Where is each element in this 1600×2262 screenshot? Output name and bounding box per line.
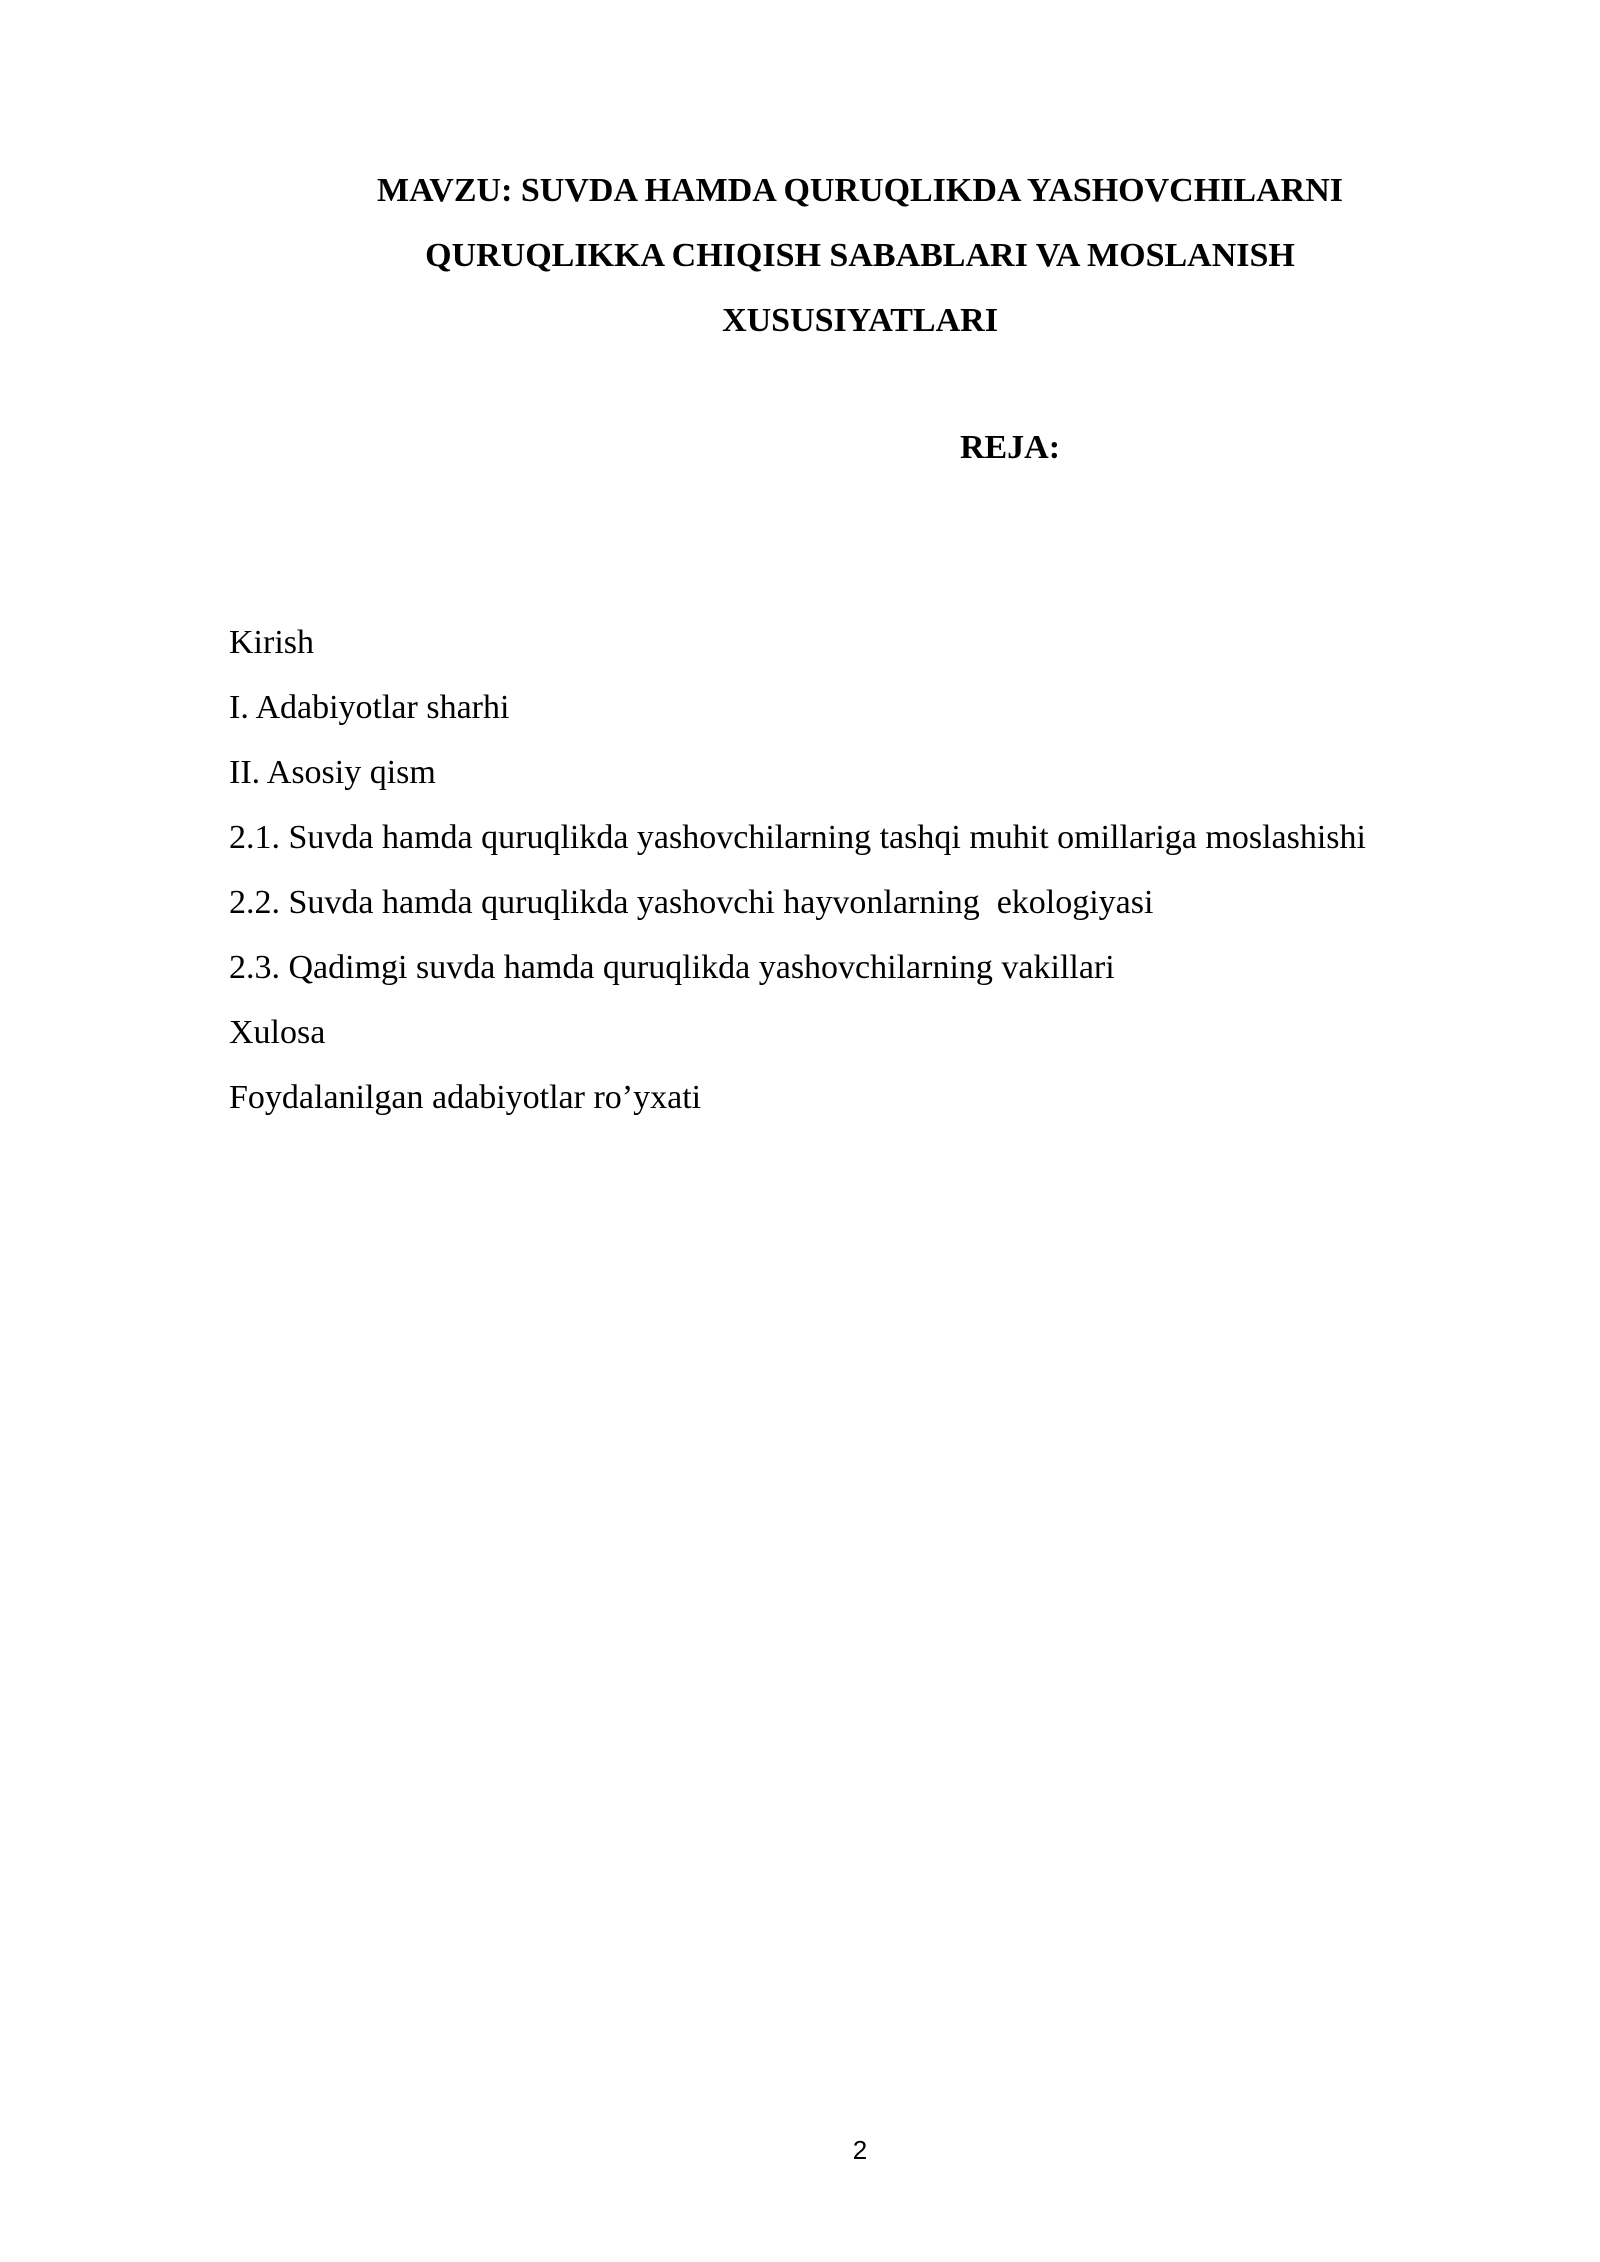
plan-item: Xulosa <box>229 1014 326 1051</box>
title-line: XUSUSIYATLARI <box>722 302 998 339</box>
plan-item: 2.3. Qadimgi suvda hamda quruqlikda yashovchilarning vakillari <box>229 949 1115 986</box>
plan-heading: REJA: <box>959 429 1061 466</box>
plan-item: 2.1. Suvda hamda quruqlikda yashovchilarning tashqi muhit omillariga moslashishi <box>229 819 1366 856</box>
title-line: MAVZU: SUVDA HAMDA QURUQLIKDA YASHOVCHILARNI <box>377 172 1343 209</box>
plan-item: Kirish <box>229 624 314 661</box>
plan-item: 2.2. Suvda hamda quruqlikda yashovchi hayvonlarning ekologiyasi <box>229 884 1154 921</box>
page-number: 2 <box>852 2135 868 2165</box>
plan-item: II. Asosiy qism <box>229 754 436 791</box>
plan-item: Foydalanilgan adabiyotlar ro’yxati <box>229 1079 702 1116</box>
plan-list <box>229 610 1549 1130</box>
document-title <box>250 158 1470 353</box>
plan-item: I. Adabiyotlar sharhi <box>229 689 510 726</box>
title-line: QURUQLIKKA CHIQISH SABABLARI VA MOSLANISH <box>425 237 1295 274</box>
